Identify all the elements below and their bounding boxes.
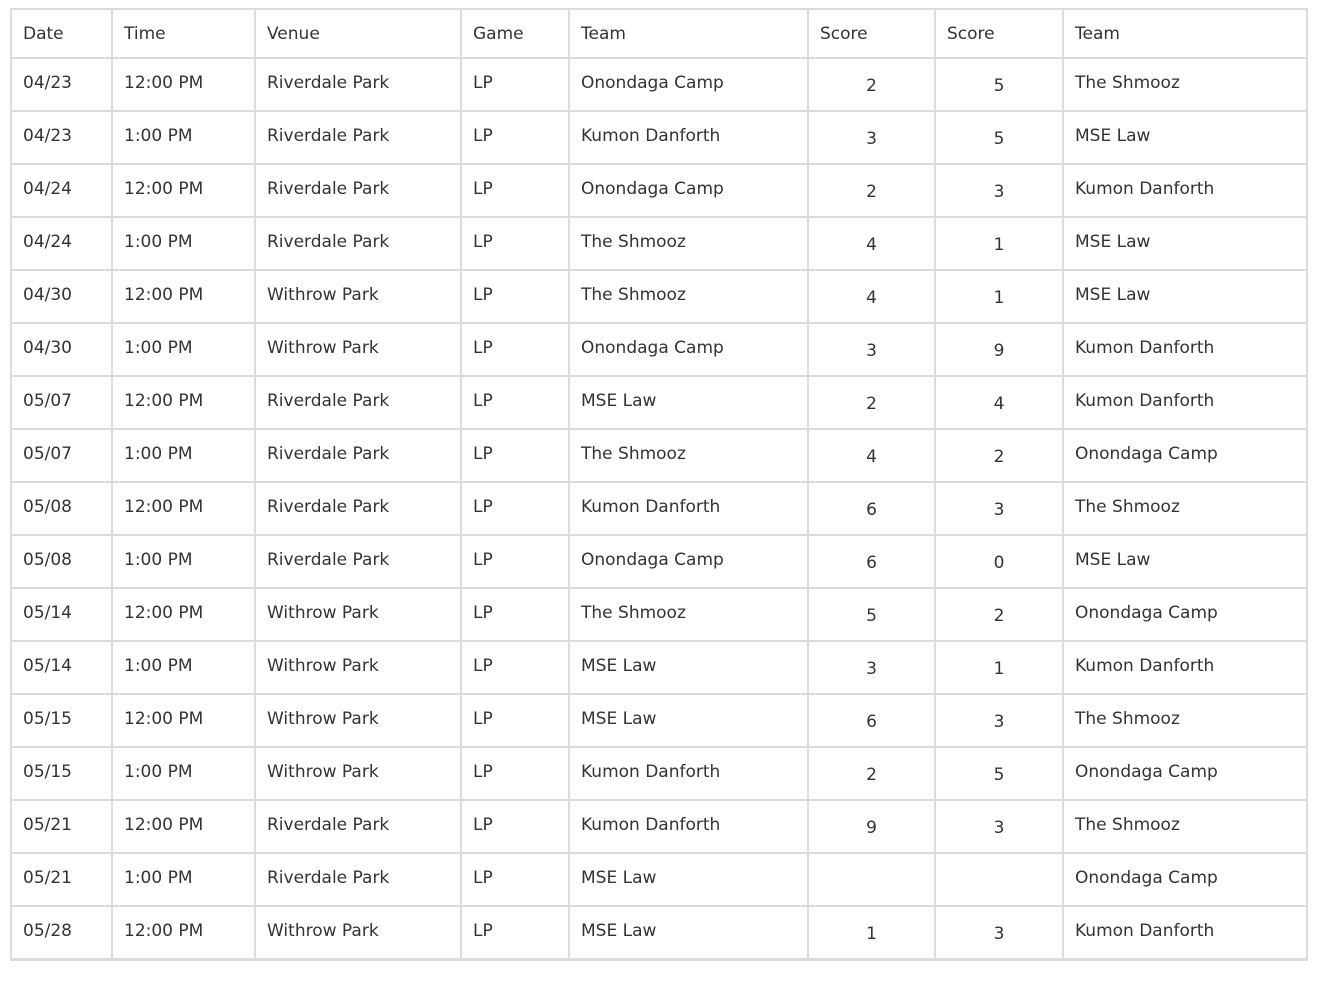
cell-team-home: MSE Law xyxy=(569,376,808,429)
cell-score-away: 5 xyxy=(935,111,1063,164)
schedule-table-container xyxy=(10,8,1306,961)
cell-team-home: The Shmooz xyxy=(569,429,808,482)
cell-date: 05/15 xyxy=(11,747,112,800)
cell-time: 12:00 PM xyxy=(112,906,255,960)
cell-team-away: The Shmooz xyxy=(1063,800,1307,853)
cell-venue: Withrow Park xyxy=(255,323,461,376)
table-row xyxy=(11,853,1307,906)
cell-date: 05/21 xyxy=(11,853,112,906)
cell-score-away: 1 xyxy=(935,217,1063,270)
cell-team-away: Onondaga Camp xyxy=(1063,588,1307,641)
cell-team-away: The Shmooz xyxy=(1063,58,1307,111)
header-row xyxy=(11,9,1307,58)
cell-time: 1:00 PM xyxy=(112,323,255,376)
cell-score-home: 2 xyxy=(808,376,935,429)
cell-venue: Withrow Park xyxy=(255,641,461,694)
cell-date: 04/30 xyxy=(11,270,112,323)
table-row xyxy=(11,270,1307,323)
cell-game: LP xyxy=(461,429,569,482)
cell-team-away: The Shmooz xyxy=(1063,694,1307,747)
header-time: Time xyxy=(112,9,255,58)
cell-score-home: 4 xyxy=(808,429,935,482)
cell-venue: Riverdale Park xyxy=(255,429,461,482)
cell-team-away: Kumon Danforth xyxy=(1063,376,1307,429)
cell-time: 12:00 PM xyxy=(112,164,255,217)
cell-game: LP xyxy=(461,217,569,270)
cell-team-away: Onondaga Camp xyxy=(1063,429,1307,482)
cell-venue: Withrow Park xyxy=(255,588,461,641)
cell-time: 12:00 PM xyxy=(112,376,255,429)
cell-venue: Riverdale Park xyxy=(255,800,461,853)
cell-team-home: Kumon Danforth xyxy=(569,482,808,535)
cell-game: LP xyxy=(461,323,569,376)
cell-team-home: MSE Law xyxy=(569,641,808,694)
table-row xyxy=(11,535,1307,588)
cell-team-away: Kumon Danforth xyxy=(1063,641,1307,694)
cell-team-home: The Shmooz xyxy=(569,588,808,641)
cell-team-away: MSE Law xyxy=(1063,535,1307,588)
cell-game: LP xyxy=(461,588,569,641)
header-score-home: Score xyxy=(808,9,935,58)
cell-game: LP xyxy=(461,641,569,694)
cell-score-away: 9 xyxy=(935,323,1063,376)
table-row xyxy=(11,800,1307,853)
header-venue: Venue xyxy=(255,9,461,58)
cell-time: 1:00 PM xyxy=(112,429,255,482)
cell-time: 1:00 PM xyxy=(112,641,255,694)
cell-venue: Riverdale Park xyxy=(255,58,461,111)
table-row xyxy=(11,323,1307,376)
table-row xyxy=(11,482,1307,535)
cell-score-home xyxy=(808,853,935,906)
cell-time: 12:00 PM xyxy=(112,588,255,641)
cell-game: LP xyxy=(461,800,569,853)
header-score-away: Score xyxy=(935,9,1063,58)
cell-time: 1:00 PM xyxy=(112,217,255,270)
cell-score-home: 6 xyxy=(808,694,935,747)
cell-team-away: Kumon Danforth xyxy=(1063,906,1307,960)
cell-venue: Riverdale Park xyxy=(255,217,461,270)
cell-team-home: MSE Law xyxy=(569,906,808,960)
cell-time: 1:00 PM xyxy=(112,853,255,906)
cell-time: 12:00 PM xyxy=(112,58,255,111)
cell-venue: Riverdale Park xyxy=(255,853,461,906)
cell-score-away: 3 xyxy=(935,800,1063,853)
table-row xyxy=(11,588,1307,641)
cell-game: LP xyxy=(461,164,569,217)
cell-venue: Withrow Park xyxy=(255,906,461,960)
cell-score-away xyxy=(935,853,1063,906)
table-row xyxy=(11,906,1307,960)
cell-date: 05/28 xyxy=(11,906,112,960)
header-date: Date xyxy=(11,9,112,58)
cell-venue: Riverdale Park xyxy=(255,376,461,429)
cell-time: 1:00 PM xyxy=(112,111,255,164)
cell-date: 04/23 xyxy=(11,58,112,111)
table-header xyxy=(11,9,1307,58)
cell-score-home: 4 xyxy=(808,270,935,323)
header-game: Game xyxy=(461,9,569,58)
cell-score-away: 5 xyxy=(935,58,1063,111)
cell-team-home: Onondaga Camp xyxy=(569,58,808,111)
cell-team-away: MSE Law xyxy=(1063,270,1307,323)
cell-date: 05/08 xyxy=(11,482,112,535)
cell-team-home: Onondaga Camp xyxy=(569,323,808,376)
cell-date: 05/21 xyxy=(11,800,112,853)
cell-team-home: Kumon Danforth xyxy=(569,747,808,800)
cell-score-home: 2 xyxy=(808,164,935,217)
cell-venue: Withrow Park xyxy=(255,747,461,800)
cell-score-away: 3 xyxy=(935,164,1063,217)
cell-time: 12:00 PM xyxy=(112,270,255,323)
cell-date: 04/23 xyxy=(11,111,112,164)
table-row xyxy=(11,164,1307,217)
cell-team-away: Onondaga Camp xyxy=(1063,747,1307,800)
cell-team-home: The Shmooz xyxy=(569,217,808,270)
cell-team-away: MSE Law xyxy=(1063,111,1307,164)
cell-score-away: 3 xyxy=(935,906,1063,960)
cell-score-home: 2 xyxy=(808,58,935,111)
cell-score-home: 9 xyxy=(808,800,935,853)
schedule-table xyxy=(10,8,1308,961)
cell-venue: Withrow Park xyxy=(255,270,461,323)
table-row xyxy=(11,694,1307,747)
cell-team-away: MSE Law xyxy=(1063,217,1307,270)
cell-date: 04/24 xyxy=(11,217,112,270)
cell-score-home: 6 xyxy=(808,535,935,588)
cell-date: 05/14 xyxy=(11,641,112,694)
cell-game: LP xyxy=(461,376,569,429)
cell-game: LP xyxy=(461,694,569,747)
cell-team-away: Kumon Danforth xyxy=(1063,323,1307,376)
cell-date: 05/08 xyxy=(11,535,112,588)
cell-date: 04/30 xyxy=(11,323,112,376)
cell-team-home: Onondaga Camp xyxy=(569,535,808,588)
cell-score-away: 3 xyxy=(935,694,1063,747)
cell-score-home: 3 xyxy=(808,111,935,164)
cell-game: LP xyxy=(461,747,569,800)
cell-team-home: MSE Law xyxy=(569,853,808,906)
cell-date: 05/07 xyxy=(11,429,112,482)
cell-game: LP xyxy=(461,853,569,906)
cell-venue: Riverdale Park xyxy=(255,164,461,217)
cell-time: 12:00 PM xyxy=(112,482,255,535)
cell-team-home: Onondaga Camp xyxy=(569,164,808,217)
cell-time: 1:00 PM xyxy=(112,747,255,800)
cell-score-home: 2 xyxy=(808,747,935,800)
cell-game: LP xyxy=(461,906,569,960)
cell-score-away: 3 xyxy=(935,482,1063,535)
cell-score-away: 2 xyxy=(935,429,1063,482)
cell-venue: Riverdale Park xyxy=(255,535,461,588)
cell-game: LP xyxy=(461,482,569,535)
cell-game: LP xyxy=(461,111,569,164)
cell-team-away: Onondaga Camp xyxy=(1063,853,1307,906)
cell-time: 12:00 PM xyxy=(112,694,255,747)
cell-team-home: Kumon Danforth xyxy=(569,800,808,853)
cell-team-away: Kumon Danforth xyxy=(1063,164,1307,217)
cell-date: 05/07 xyxy=(11,376,112,429)
table-row xyxy=(11,747,1307,800)
cell-score-away: 4 xyxy=(935,376,1063,429)
cell-date: 05/15 xyxy=(11,694,112,747)
header-team-home: Team xyxy=(569,9,808,58)
table-row xyxy=(11,429,1307,482)
cell-score-home: 6 xyxy=(808,482,935,535)
cell-score-away: 1 xyxy=(935,270,1063,323)
cell-team-home: MSE Law xyxy=(569,694,808,747)
cell-score-home: 3 xyxy=(808,641,935,694)
cell-score-home: 5 xyxy=(808,588,935,641)
cell-score-away: 5 xyxy=(935,747,1063,800)
table-row xyxy=(11,58,1307,111)
cell-venue: Riverdale Park xyxy=(255,111,461,164)
cell-score-away: 0 xyxy=(935,535,1063,588)
cell-score-home: 1 xyxy=(808,906,935,960)
cell-team-home: Kumon Danforth xyxy=(569,111,808,164)
table-body xyxy=(11,58,1307,960)
cell-score-home: 4 xyxy=(808,217,935,270)
cell-time: 1:00 PM xyxy=(112,535,255,588)
cell-game: LP xyxy=(461,535,569,588)
table-row xyxy=(11,641,1307,694)
cell-venue: Riverdale Park xyxy=(255,482,461,535)
cell-time: 12:00 PM xyxy=(112,800,255,853)
header-team-away: Team xyxy=(1063,9,1307,58)
cell-team-away: The Shmooz xyxy=(1063,482,1307,535)
table-row xyxy=(11,111,1307,164)
cell-date: 05/14 xyxy=(11,588,112,641)
cell-score-home: 3 xyxy=(808,323,935,376)
cell-team-home: The Shmooz xyxy=(569,270,808,323)
cell-score-away: 2 xyxy=(935,588,1063,641)
cell-date: 04/24 xyxy=(11,164,112,217)
table-row xyxy=(11,376,1307,429)
cell-score-away: 1 xyxy=(935,641,1063,694)
cell-game: LP xyxy=(461,58,569,111)
cell-game: LP xyxy=(461,270,569,323)
cell-venue: Withrow Park xyxy=(255,694,461,747)
table-row xyxy=(11,217,1307,270)
